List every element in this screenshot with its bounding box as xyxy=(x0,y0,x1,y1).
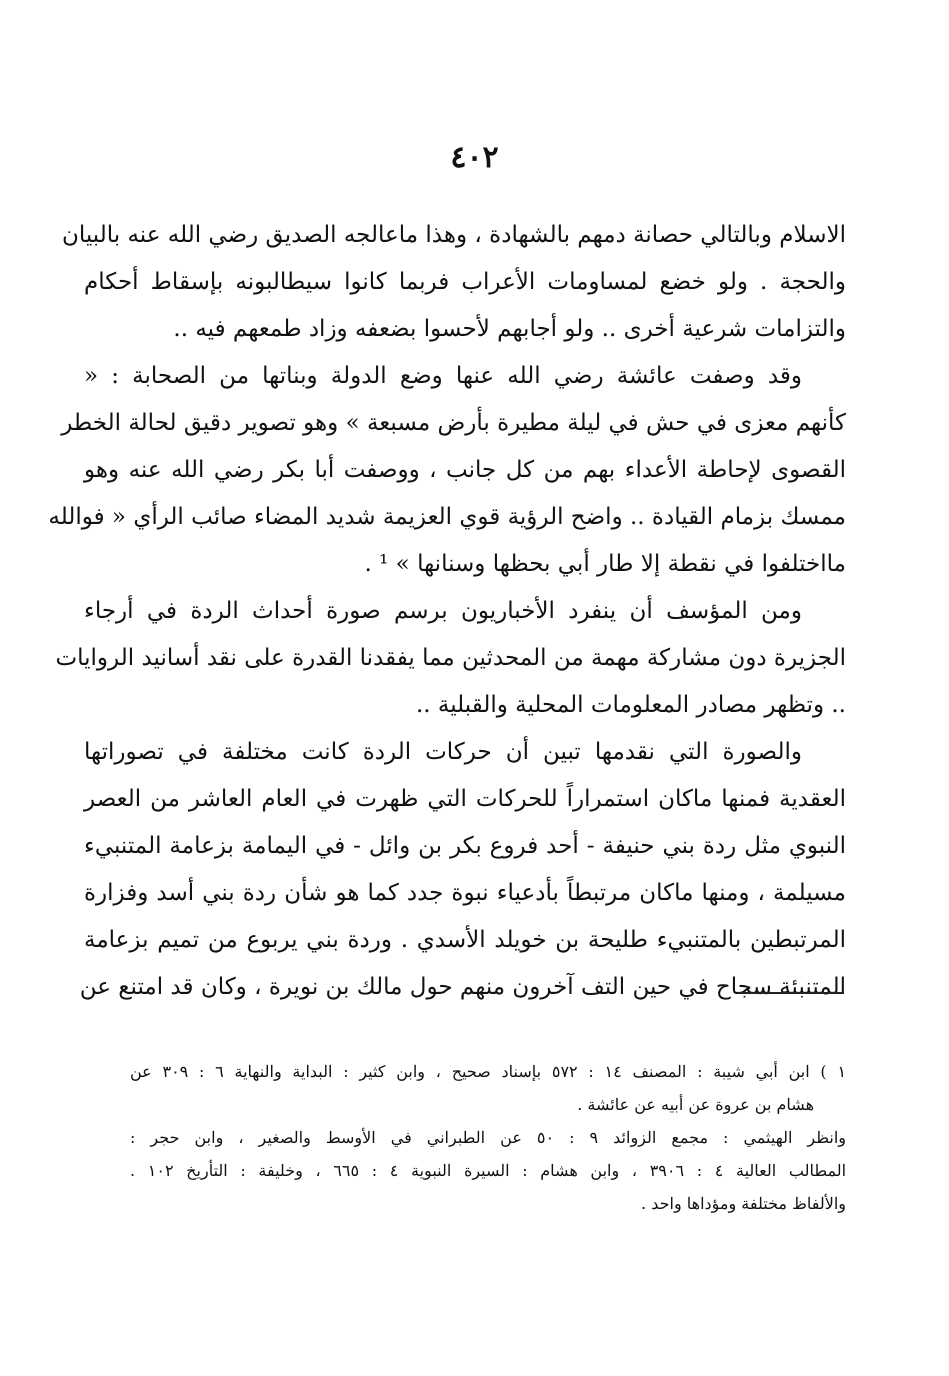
footnote-line: وانظر الهيثمي : مجمع الزوائد ٩ : ٥٠ عن الطبراني في الأوسط والصغير ، وابن حجر : xyxy=(130,1128,847,1147)
body-line: المرتبطين بالمتنبيء طليحة بن خويلد الأسدي . وردة بني يربوع من تميم بزعامة xyxy=(84,927,846,953)
footnote-line: ١ ) ابن أبي شيبة : المصنف ١٤ : ٥٧٢ بإسناد صحيح ، وابن كثير : البداية والنهاية ٦ : ٣٠٩ عن xyxy=(130,1062,847,1081)
footnote-divider xyxy=(738,992,844,994)
footnote-line: هشام بن عروة عن أبيه عن عائشة . xyxy=(577,1095,814,1114)
body-line: وقد وصفت عائشة رضي الله عنها وضع الدولة وبناتها من الصحابة : « xyxy=(84,363,802,389)
body-line: ممسك بزمام القيادة .. واضح الرؤية قوي العزيمة شديد المضاء صائب الرأي « فوالله xyxy=(48,504,846,530)
body-line: العقدية فمنها ماكان استمراراً للحركات التي ظهرت في العام العاشر من العصر xyxy=(84,786,846,812)
footnotes xyxy=(130,1055,846,1220)
page-number: ٤٠٢ xyxy=(450,140,499,175)
body-line: القصوى لإحاطة الأعداء بهم من كل جانب ، ووصفت أبا بكر رضي الله عنه وهو xyxy=(84,457,846,483)
footnote-line: المطالب العالية ٤ : ٣٩٠٦ ، وابن هشام : السيرة النبوية ٤ : ٦٦٥ ، وخليفة : التأريخ ١٠٢ . xyxy=(130,1161,847,1180)
body-line: المتنبئة سجاح في حين التف آخرون منهم حول مالك بن نويرة ، وكان قد امتنع عن xyxy=(79,974,846,1000)
body-line: كأنهم معزى في حش في ليلة مطيرة بأرض مسبعة » وهو تصوير دقيق لحالة الخطر xyxy=(61,410,846,436)
body-line: الاسلام وبالتالي حصانة دمهم بالشهادة ، وهذا ماعالجه الصديق رضي الله عنه بالبيان xyxy=(61,222,846,248)
body-line: مسيلمة ، ومنها ماكان مرتبطاً بأدعياء نبوة جدد كما هو شأن ردة بني أسد وفزارة xyxy=(84,880,846,906)
footnote-line: والألفاظ مختلفة ومؤداها واحد . xyxy=(641,1194,846,1213)
body-line: مااختلفوا في نقطة إلا طار أبي بحظها وسنانها » ¹ . xyxy=(364,551,846,577)
body-line: .. وتظهر مصادر المعلومات المحلية والقبلية .. xyxy=(415,692,846,718)
body-line: والحجة . ولو خضع لمساومات الأعراب فربما كانوا سيطالبونه بإسقاط أحكام xyxy=(84,269,846,295)
body-text xyxy=(48,212,846,1011)
body-line: الجزيرة دون مشاركة مهمة من المحدثين مما يفقدنا القدرة على نقد أسانيد الروايات xyxy=(55,645,846,671)
body-line: ومن المؤسف أن ينفرد الأخباريون برسم صورة أحداث الردة في أرجاء xyxy=(84,598,802,624)
body-line: النبوي مثل ردة بني حنيفة - أحد فروع بكر بن وائل - في اليمامة بزعامة المتنبيء xyxy=(84,833,846,859)
body-line: والتزامات شرعية أخرى .. ولو أجابهم لأحسوا بضعفه وزاد طمعهم فيه .. xyxy=(173,316,846,342)
body-line: والصورة التي نقدمها تبين أن حركات الردة كانت مختلفة في تصوراتها xyxy=(84,739,802,765)
